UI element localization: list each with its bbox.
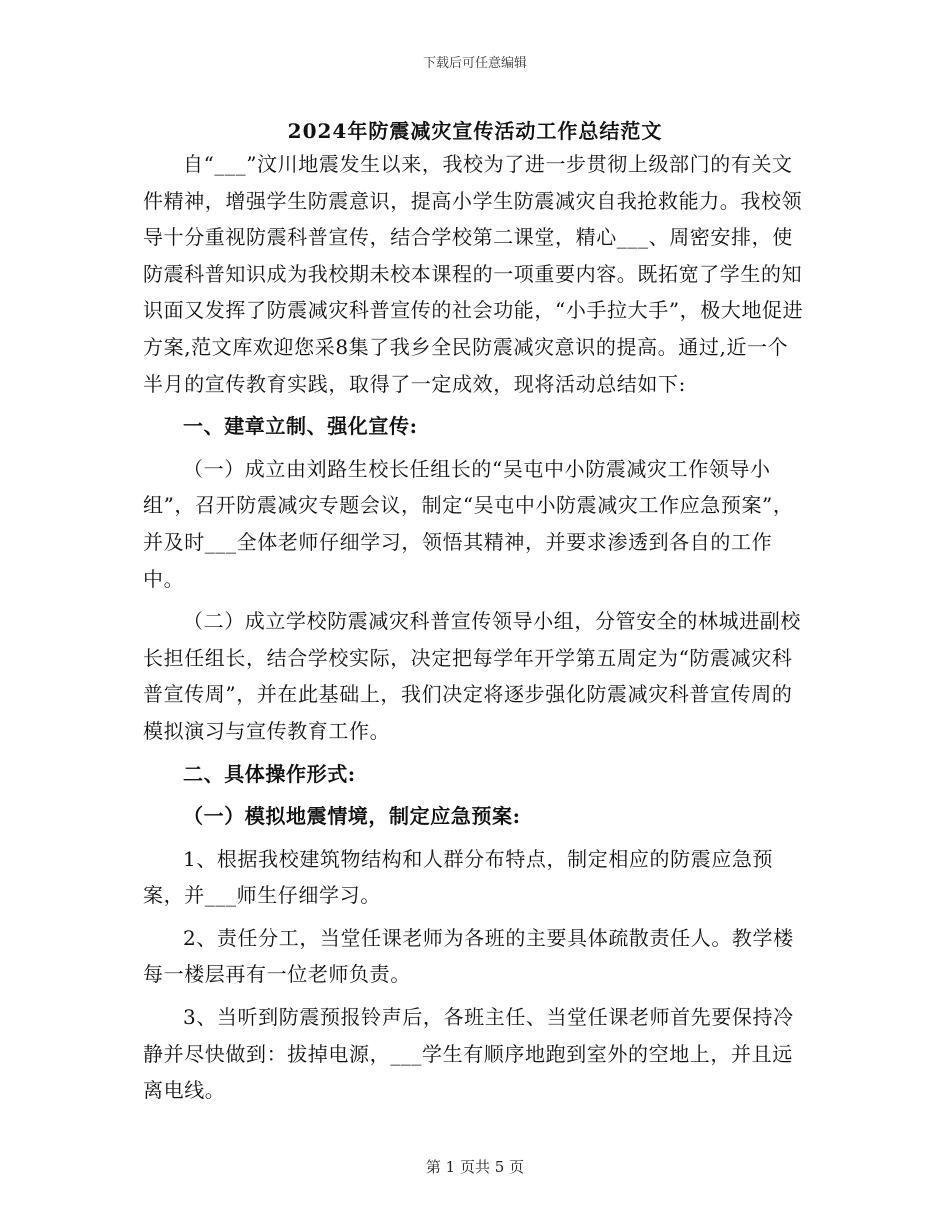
page-number: 第 1 页共 5 页	[425, 1158, 525, 1176]
paragraph-1-1: （一）成立由刘路生校长任组长的“吴屯中小防震减灾工作领导小组”，召开防震减灾专题会议，制定“吴屯中小防震减灾工作应急预案”，并及时___全体老师仔细学习，领悟其精神，并要求渗透到各自的工作中。	[143, 456, 794, 591]
section-heading-2: 二、具体操作形式:	[183, 761, 356, 786]
subsection-heading-2-1: （一）模拟地震情境，制定应急预案:	[183, 804, 521, 829]
list-item-3: 3、当听到防震预报铃声后，各班主任、当堂任课老师首先要保持冷静并尽快做到：拔掉电源，___学生有顺序地跑到室外的空地上，并且远离电线。	[143, 1005, 794, 1103]
document-title: 2024年防震减灾宣传活动工作总结范文	[287, 119, 663, 143]
list-item-2: 2、责任分工，当堂任课老师为各班的主要具体疏散责任人。教学楼每一楼层再有一位老师负责。	[143, 925, 794, 987]
list-item-1: 1、根据我校建筑物结构和人群分布特点，制定相应的防震应急预案，并___师生仔细学习。	[143, 846, 774, 908]
section-heading-1: 一、建章立制、强化宣传:	[183, 414, 418, 439]
intro-paragraph: 自“___”汶川地震发生以来，我校为了进一步贯彻上级部门的有关文件精神，增强学生防震意识，提高小学生防震减灾自我抢救能力。我校领导十分重视防震科普宣传，结合学校第二课堂，精心___、周密安排，使防震科普知识成为我校期未校本课程的一项重要内容。既拓宽了学生的知识面又发挥了防震减灾科普宣传的社会功能，“小手拉大手”，极大地促进方案,范文库欢迎您采8集了我乡全民防震减灾意识的提高。通过,近一个半月的宣传教育实践，取得了一定成效，现将活动总结如下:	[143, 152, 804, 396]
paragraph-1-2: （二）成立学校防震减灾科普宣传领导小组，分管安全的林城进副校长担任组长，结合学校实际，决定把每学年开学第五周定为“防震减灾科普宣传周”，并在此基础上，我们决定将逐步强化防震减灾科普宣传周的模拟演习与宣传教育工作。	[143, 609, 801, 743]
header-note: 下载后可任意编辑	[422, 56, 527, 71]
document-body	[143, 146, 808, 1109]
